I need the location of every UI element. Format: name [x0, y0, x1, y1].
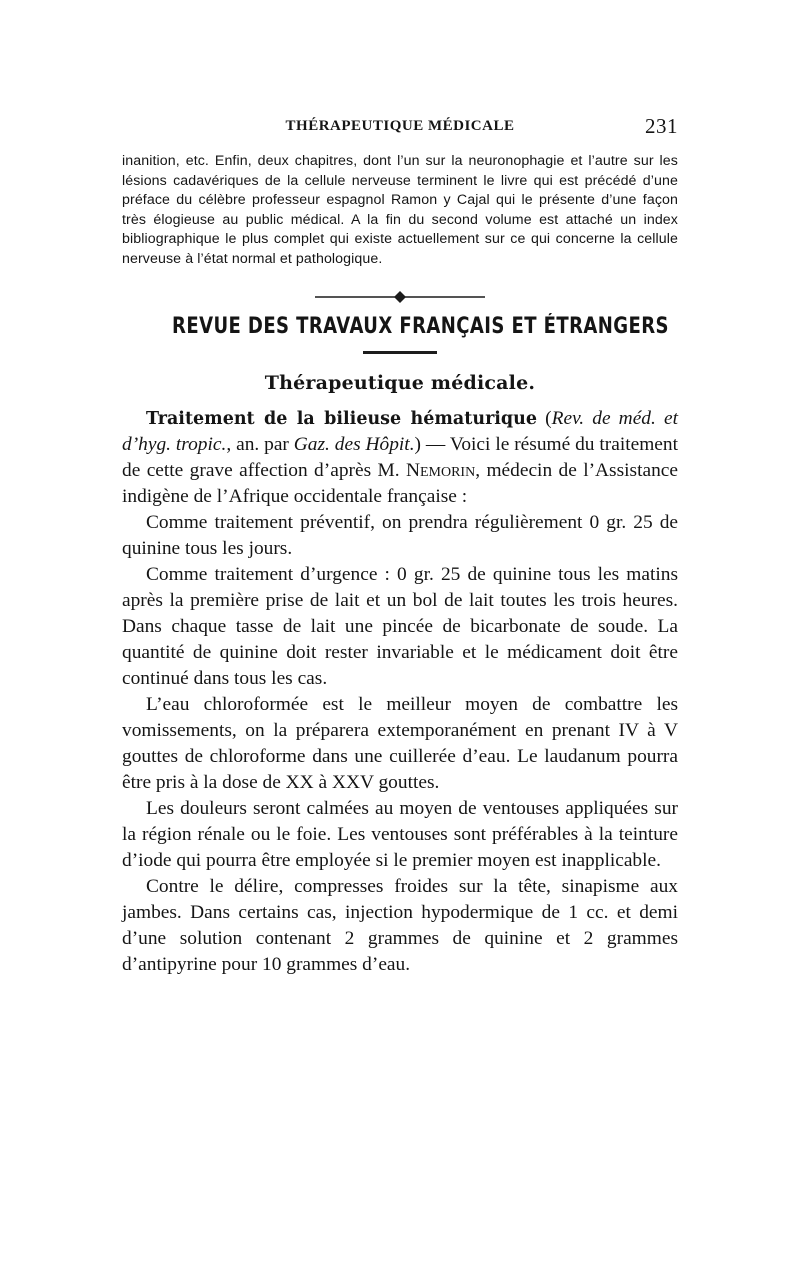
- body-paragraph: Comme traitement préventif, on prendra régulièrement 0 gr. 25 de quinine tous les jours.: [122, 511, 678, 559]
- summary-intro: — Voici le résumé du traitement de cette grave affection d’après M.: [122, 433, 678, 481]
- running-title: THÉRAPEUTIQUE MÉDICALE: [285, 118, 515, 134]
- reference-journal: Rev. de méd. et d’hyg. tropic.: [122, 407, 678, 455]
- reference-source: Gaz. des Hôpit.: [293, 433, 415, 455]
- body-paragraph: Comme traitement d’urgence : 0 gr. 25 de quinine tous les matins après la première prise de lait et un bol de lait toutes les trois heures. Dans chaque tasse de lait une pincée de bicarbonate de soude. La quantité de quinine doit rester invariable et le médicament doit être continué dans tous les cas.: [122, 563, 678, 689]
- ornament-divider: [315, 290, 485, 304]
- body-paragraph: Contre le délire, compresses froides sur la tête, sinapisme aux jambes. Dans certains cas, injection hypodermique de 1 cc. et demi d’une solution contenant 2 grammes de quinine et 2 grammes d’antipyrine pour 10 grammes d’eau.: [122, 875, 678, 975]
- author-name: Nemorin: [405, 459, 476, 481]
- diamond-rule-icon: [315, 290, 485, 304]
- running-header: [122, 110, 678, 138]
- body-paragraph: Les douleurs seront calmées au moyen de ventouses appliquées sur la région rénale ou le foie. Les ventouses sont préférables à la teinture d’iode qui pourra être employée si le premier moyen est inapplicable.: [122, 797, 678, 871]
- page-number: 231: [645, 114, 678, 138]
- article-heading: Traitement de la bilieuse hématurique: [146, 408, 538, 429]
- summary-end: , médecin de l’Assistance indigène de l’Afrique occidentale française :: [122, 459, 678, 507]
- ref-open: (: [545, 407, 552, 429]
- subsection-title: Thérapeutique médicale.: [264, 371, 536, 394]
- intro-paragraph: inanition, etc. Enfin, deux chapitres, dont l’un sur la neuronophagie et l’autre sur les lésions cadavériques de la cellule nerveuse terminent le livre qui est précédé d’une préface du célèbre professeur espagnol Ramon y Cajal qui le présente d’une façon très élogieuse au public médical. A la fin du second volume est attaché un index bibliographique le plus complet qui existe actuellement sur ce qui concerne la cellule nerveuse à l’état normal et pathologique.: [122, 153, 678, 267]
- reference-mid: , an. par: [226, 433, 294, 455]
- article-body: [122, 406, 678, 978]
- article-lead-paragraph: [122, 406, 678, 510]
- section-title: REVUE DES TRAVAUX FRANÇAIS ET ÉTRANGERS: [172, 313, 669, 339]
- book-page: [122, 110, 678, 978]
- body-paragraph: L’eau chloroformée est le meilleur moyen de combattre les vomissements, on la préparera extemporanément en prenant IV à V gouttes de chloroforme dans une cuillerée d’eau. Le laudanum pourra être pris à la dose de XX à XXV gouttes.: [122, 693, 678, 793]
- ref-close: ): [414, 433, 422, 455]
- title-underline: [363, 351, 437, 354]
